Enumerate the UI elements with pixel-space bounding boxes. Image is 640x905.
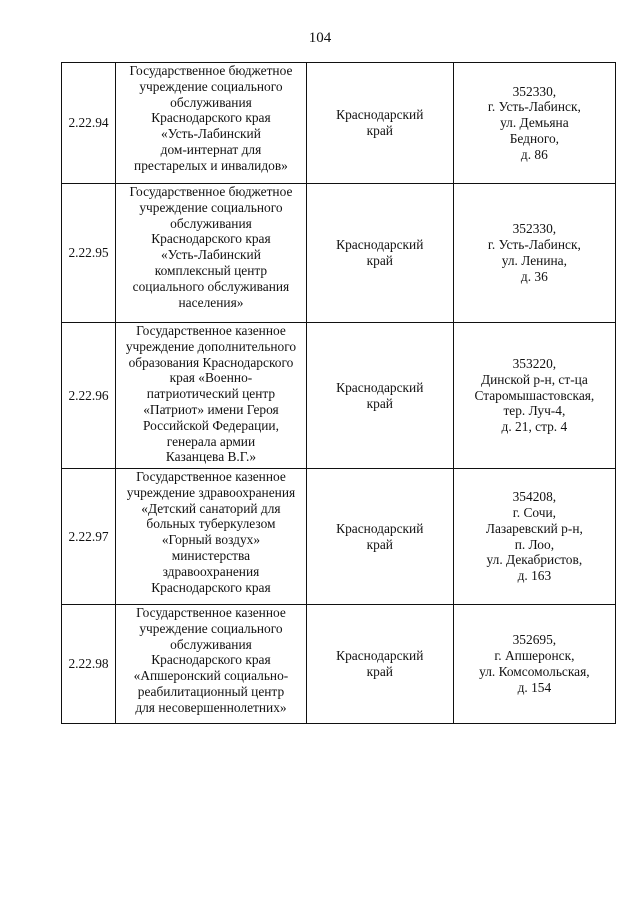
row-number-cell: 2.22.94 <box>62 63 116 184</box>
table-row <box>62 63 616 184</box>
address-cell: 354208, г. Сочи, Лазаревский р-н, п. Лоо, ул. Декабристов, д. 163 <box>453 469 615 605</box>
table-row <box>62 323 616 469</box>
registry-table <box>61 62 616 724</box>
institution-name-cell: Государственное казенное учреждение дополнительного образования Краснодарского края «Военно- патриотический центр «Патриот» имени Героя Российской Федерации, генерала армии Казанцева В.Г.» <box>116 323 307 469</box>
row-number-cell: 2.22.97 <box>62 469 116 605</box>
institution-name-cell: Государственное бюджетное учреждение социального обслуживания Краснодарского края «Усть-Лабинский дом-интернат для престарелых и инвалидов» <box>116 63 307 184</box>
region-cell: Краснодарский край <box>306 469 453 605</box>
region-cell: Краснодарский край <box>306 184 453 323</box>
page-number: 104 <box>308 30 332 46</box>
address-cell: 352330, г. Усть-Лабинск, ул. Демьяна Бедного, д. 86 <box>453 63 615 184</box>
row-number-cell: 2.22.96 <box>62 323 116 469</box>
table-row <box>62 469 616 605</box>
region-cell: Краснодарский край <box>306 323 453 469</box>
region-cell: Краснодарский край <box>306 605 453 724</box>
row-number-cell: 2.22.98 <box>62 605 116 724</box>
region-cell: Краснодарский край <box>306 63 453 184</box>
table-row <box>62 605 616 724</box>
address-cell: 353220, Динской р-н, ст-ца Старомышастовская, тер. Луч-4, д. 21, стр. 4 <box>453 323 615 469</box>
table-row <box>62 184 616 323</box>
institution-name-cell: Государственное бюджетное учреждение социального обслуживания Краснодарского края «Усть-Лабинский комплексный центр социального обслуживания населения» <box>116 184 307 323</box>
institution-name-cell: Государственное казенное учреждение социального обслуживания Краснодарского края «Апшеронский социально- реабилитационный центр для несовершеннолетних» <box>116 605 307 724</box>
address-cell: 352330, г. Усть-Лабинск, ул. Ленина, д. 36 <box>453 184 615 323</box>
institution-name-cell: Государственное казенное учреждение здравоохранения «Детский санаторий для больных туберкулезом «Горный воздух» министерства здравоохранения Краснодарского края <box>116 469 307 605</box>
row-number-cell: 2.22.95 <box>62 184 116 323</box>
address-cell: 352695, г. Апшеронск, ул. Комсомольская, д. 154 <box>453 605 615 724</box>
